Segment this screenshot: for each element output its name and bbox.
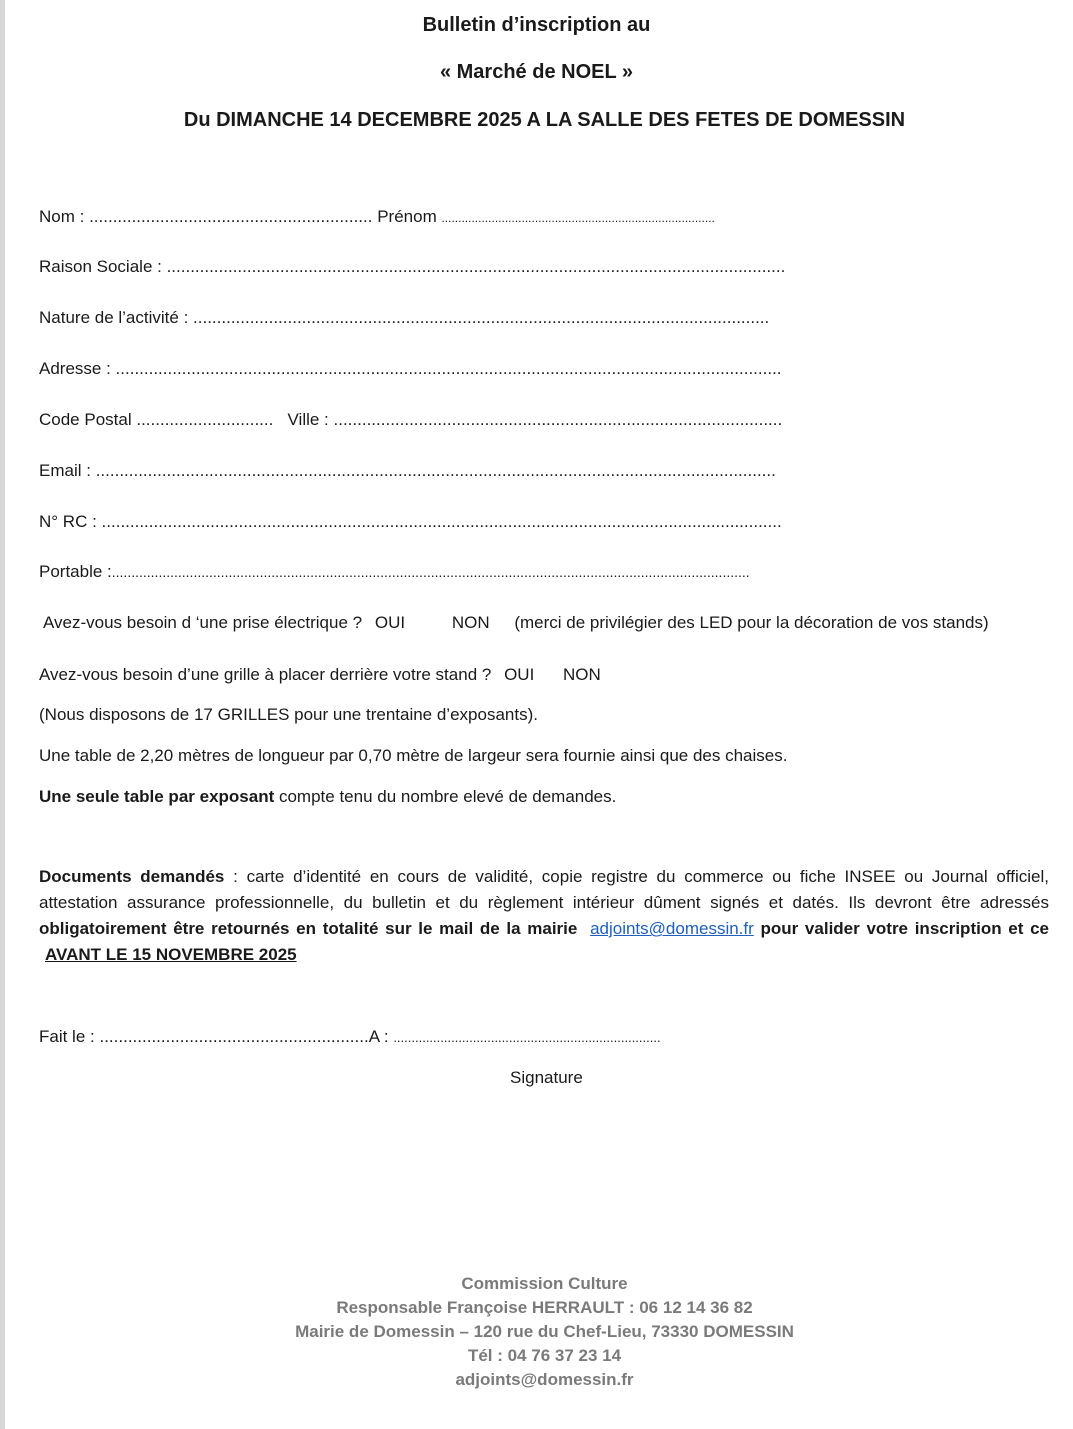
- prise-note: (merci de privilégier des LED pour la décoration de vos stands): [514, 613, 989, 632]
- footer-commission: Commission Culture: [461, 1274, 628, 1293]
- nom-dots[interactable]: ............................................................: [89, 207, 373, 226]
- footer-email[interactable]: adjoints@domessin.fr: [455, 1370, 634, 1389]
- email-dots[interactable]: ................................................................................................................................................: [95, 461, 776, 480]
- raison-label: Raison Sociale :: [39, 257, 162, 276]
- documents-bold-text-2: pour valider votre inscription et ce: [753, 919, 1050, 938]
- portable-dots[interactable]: ....................................................................................................................................................................: [111, 564, 750, 580]
- prenom-dots[interactable]: ..................................................................................: [441, 211, 715, 225]
- table-info: Une table de 2,20 mètres de longueur par 0,70 mètre de largeur sera fournie ainsi que des chaises.: [39, 746, 788, 765]
- prenom-label: Prénom: [377, 207, 437, 226]
- raison-dots[interactable]: ...................................................................................................................................: [166, 257, 786, 276]
- table-limit-rest: compte tenu du nombre elevé de demandes.: [274, 787, 617, 806]
- field-code-postal-ville[interactable]: [39, 410, 782, 430]
- grille-oui[interactable]: OUI: [504, 665, 535, 684]
- table-limit-bold: Une seule table par exposant: [39, 787, 275, 806]
- documents-text: : carte d’identité en cours de validité, copie registre du commerce ou fiche INSEE ou Journal officiel, attestation assurance professionnelle, du bulletin et du règlement intérieur dûment signés et datés. Ils devront être adressés: [39, 867, 1049, 912]
- documents-deadline: AVANT LE 15 NOVEMBRE 2025: [45, 945, 297, 964]
- documents-email-link[interactable]: adjoints@domessin.fr: [590, 919, 754, 938]
- field-nom[interactable]: [39, 207, 715, 227]
- adresse-label: Adresse :: [39, 359, 111, 378]
- a-label: A :: [368, 1027, 389, 1046]
- rc-label: N° RC :: [39, 512, 97, 531]
- field-nature-activite[interactable]: [39, 308, 769, 328]
- prise-question: Avez-vous besoin d ‘une prise électrique ?: [43, 613, 363, 632]
- cp-label: Code Postal: [39, 410, 132, 429]
- documents-bold-text: obligatoirement être retournés en totalité sur le mail de la mairie: [39, 919, 585, 938]
- fait-dots[interactable]: .........................................................: [99, 1027, 369, 1046]
- field-portable[interactable]: [39, 562, 750, 582]
- grille-note: (Nous disposons de 17 GRILLES pour une trentaine d’exposants).: [39, 705, 538, 724]
- documents-paragraph: [39, 864, 1049, 968]
- title-line-1: Bulletin d’inscription au: [422, 14, 651, 36]
- title-line-3: Du DIMANCHE 14 DECEMBRE 2025 A LA SALLE DES FETES DE DOMESSIN: [183, 109, 906, 131]
- prise-oui[interactable]: OUI: [374, 613, 406, 632]
- a-dots[interactable]: ..........................................................................: [393, 1030, 661, 1045]
- email-label: Email :: [39, 461, 91, 480]
- field-adresse[interactable]: [39, 359, 782, 379]
- fait-label: Fait le :: [39, 1027, 95, 1046]
- nom-label: Nom :: [39, 207, 85, 226]
- documents-label: Documents demandés: [39, 867, 225, 886]
- adresse-dots[interactable]: .............................................................................................................................................: [115, 359, 782, 378]
- grille-non[interactable]: NON: [563, 665, 601, 684]
- portable-label: Portable :: [39, 562, 112, 581]
- question-grille: [39, 665, 601, 685]
- footer-address: Mairie de Domessin – 120 rue du Chef-Lieu, 73330 DOMESSIN: [295, 1322, 794, 1341]
- ville-dots[interactable]: ...............................................................................................: [333, 410, 783, 429]
- question-prise: [43, 613, 989, 633]
- footer-responsable: Responsable Françoise HERRAULT : 06 12 14 36 82: [336, 1298, 753, 1317]
- field-rc[interactable]: [39, 512, 782, 532]
- nature-dots[interactable]: ..........................................................................................................................: [193, 308, 770, 327]
- field-email[interactable]: [39, 461, 776, 481]
- title-line-2: « Marché de NOEL »: [439, 61, 634, 83]
- table-limit: [39, 787, 616, 807]
- page-edge: [0, 0, 5, 1429]
- rc-dots[interactable]: ................................................................................................................................................: [101, 512, 782, 531]
- field-fait-le[interactable]: [39, 1027, 661, 1047]
- ville-label: Ville :: [287, 410, 329, 429]
- footer-phone: Tél : 04 76 37 23 14: [467, 1346, 622, 1365]
- grille-question: Avez-vous besoin d’une grille à placer derrière votre stand ?: [39, 665, 492, 684]
- nature-label: Nature de l’activité :: [39, 308, 189, 327]
- cp-dots[interactable]: .............................: [136, 410, 274, 429]
- field-raison-sociale[interactable]: [39, 257, 785, 277]
- prise-non[interactable]: NON: [451, 613, 490, 632]
- signature-label: Signature: [510, 1068, 583, 1087]
